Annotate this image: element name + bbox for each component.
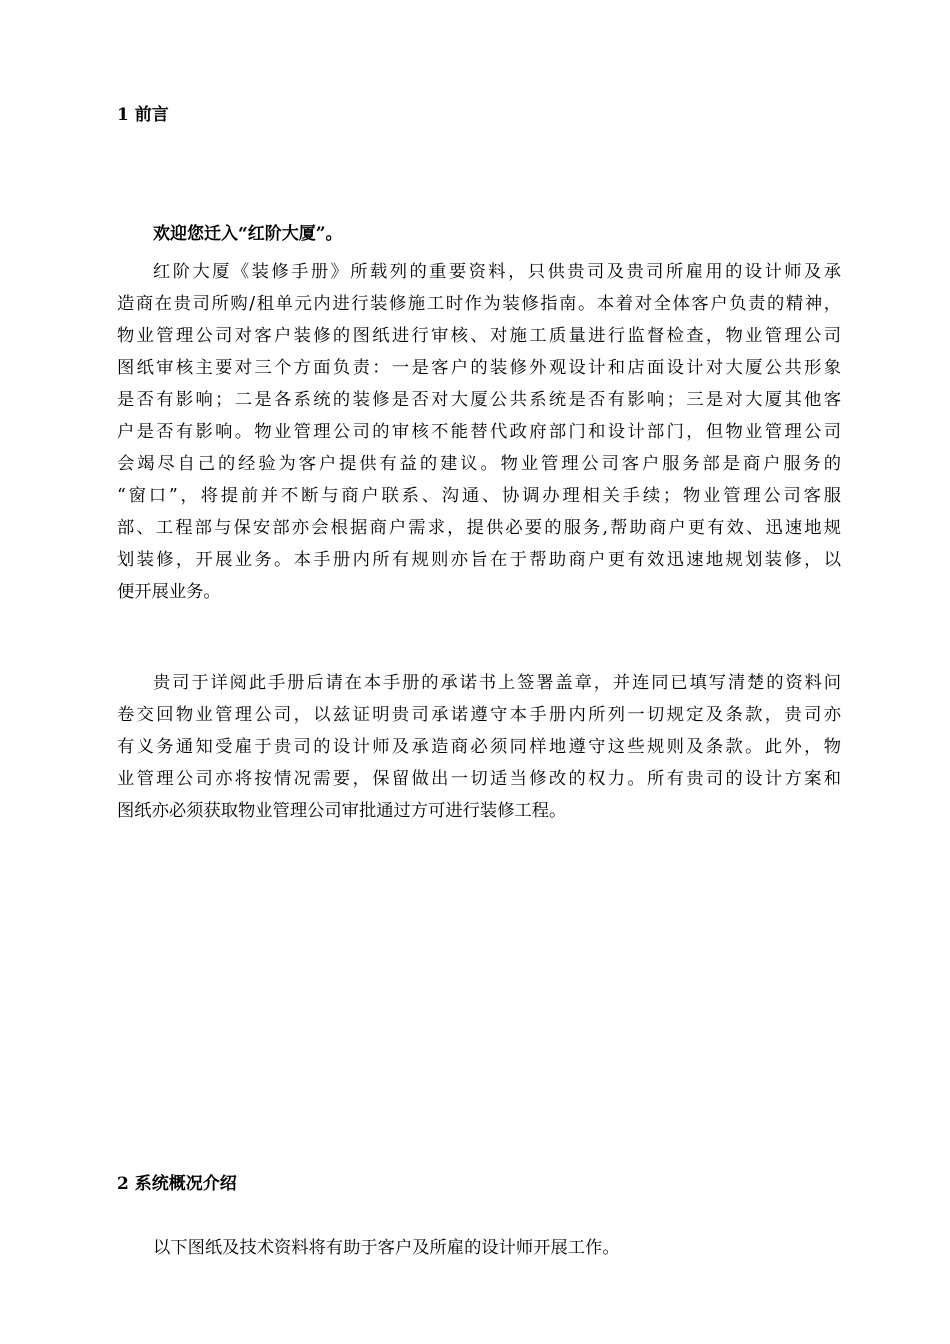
paragraph-line: 图纸审核主要对三个方面负责：一是客户的装修外观设计和店面设计对大厦公共形象 <box>117 358 841 378</box>
section-1-heading: 1 前言 <box>117 105 169 125</box>
paragraph-line: 贵司于详阅此手册后请在本手册的承诺书上签署盖章，并连同已填写清楚的资料问 <box>153 673 841 693</box>
section-2-intro <box>117 1232 841 1264</box>
paragraph-1 <box>117 256 841 608</box>
paragraph-line: “窗口”，将提前并不断与商户联系、沟通、协调办理相关手续；物业管理公司客服 <box>117 486 841 506</box>
paragraph-line: 红阶大厦《装修手册》所载列的重要资料，只供贵司及贵司所雇用的设计师及承 <box>153 262 841 282</box>
paragraph-line: 是否有影响；二是各系统的装修是否对大厦公共系统是否有影响；三是对大厦其他客 <box>117 390 841 410</box>
welcome-line: 欢迎您迁入“红阶大厦”。 <box>153 224 343 244</box>
paragraph-line: 便开展业务。 <box>117 582 221 602</box>
paragraph-2 <box>117 667 841 827</box>
paragraph-line: 造商在贵司所购/租单元内进行装修施工时作为装修指南。本着对全体客户负责的精神， <box>117 294 841 314</box>
paragraph-line: 划装修，开展业务。本手册内所有规则亦旨在于帮助商户更有效迅速地规划装修，以 <box>117 550 841 570</box>
paragraph-line: 物业管理公司对客户装修的图纸进行审核、对施工质量进行监督检查，物业管理公司 <box>117 326 841 346</box>
paragraph-line: 有义务通知受雇于贵司的设计师及承造商必须同样地遵守这些规则及条款。此外，物 <box>117 737 841 757</box>
paragraph-line: 图纸亦必须获取物业管理公司审批通过方可进行装修工程。 <box>117 801 567 821</box>
paragraph-line: 卷交回物业管理公司，以兹证明贵司承诺遵守本手册内所列一切规定及条款，贵司亦 <box>117 705 841 725</box>
paragraph-line: 以下图纸及技术资料将有助于客户及所雇的设计师开展工作。 <box>153 1238 620 1258</box>
section-2-heading: 2 系统概况介绍 <box>117 1174 237 1194</box>
paragraph-line: 会竭尽自己的经验为客户提供有益的建议。物业管理公司客户服务部是商户服务的 <box>117 454 841 474</box>
paragraph-line: 户是否有影响。物业管理公司的审核不能替代政府部门和设计部门，但物业管理公司 <box>117 422 841 442</box>
paragraph-line: 业管理公司亦将按情况需要，保留做出一切适当修改的权力。所有贵司的设计方案和 <box>117 769 841 789</box>
paragraph-line: 部、工程部与保安部亦会根据商户需求，提供必要的服务,帮助商户更有效、迅速地规 <box>117 518 841 538</box>
